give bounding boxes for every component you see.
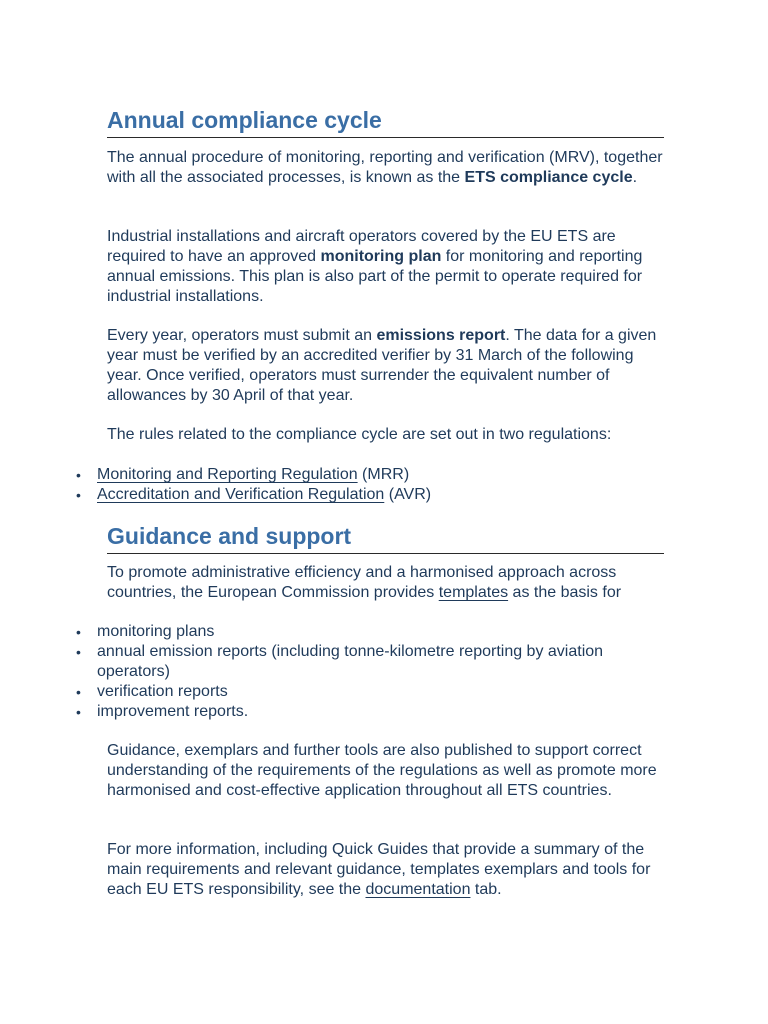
- mrr-link[interactable]: Monitoring and Reporting Regulation: [97, 466, 358, 483]
- paragraph-text: Every year, operators must submit an: [107, 327, 377, 344]
- list-item: • annual emission reports (including tonne-kilometre reporting by aviation operators): [97, 642, 667, 682]
- documentation-link[interactable]: documentation: [365, 881, 471, 898]
- paragraph-text: The annual procedure of monitoring, reporting and verification (MRV), together with all the associated processes, is known as the: [107, 149, 663, 186]
- list-item: • verification reports: [97, 682, 667, 702]
- paragraph-emissions-report: [107, 326, 667, 406]
- templates-link[interactable]: templates: [438, 584, 509, 601]
- paragraph-text: as the basis for: [508, 584, 622, 601]
- paragraph-monitoring-plan: [107, 227, 667, 307]
- list-item-suffix: (MRR): [357, 466, 410, 483]
- bold-term-ets-compliance-cycle: ETS compliance cycle: [464, 169, 633, 186]
- list-item: [97, 465, 667, 485]
- paragraph-mrv-intro: [107, 148, 667, 188]
- list-item: • monitoring plans: [97, 622, 667, 642]
- section-heading-annual-compliance-cycle: Annual compliance cycle: [107, 106, 664, 138]
- avr-link[interactable]: Accreditation and Verification Regulation: [97, 486, 385, 503]
- paragraph-text: for monitoring and reporting annual emissions. This plan is also part of the permit to operate required for industrial installations.: [107, 248, 643, 305]
- paragraph-more-information: [107, 840, 667, 900]
- paragraph-text: .: [632, 169, 638, 186]
- templates-list: [97, 622, 667, 722]
- regulations-list: [97, 465, 667, 505]
- bold-term-emissions-report: emissions report: [376, 327, 506, 344]
- paragraph-text: tab.: [470, 881, 502, 898]
- paragraph-regulations-intro: The rules related to the compliance cycle are set out in two regulations:: [107, 426, 612, 443]
- paragraph-text: . The data for a given year must be verified by an accredited verifier by 31 March of the following year. Once verified, operators must surrender the equivalent number of allowances by 30 April of that year.: [107, 327, 657, 404]
- bold-term-monitoring-plan: monitoring plan: [320, 248, 442, 265]
- paragraph-text: To promote administrative efficiency and a harmonised approach across countries, the European Commission provides: [107, 564, 617, 601]
- list-item: • improvement reports.: [97, 702, 667, 722]
- paragraph-templates-intro: [107, 563, 667, 603]
- list-item-suffix: (AVR): [384, 486, 432, 503]
- paragraph-text: For more information, including Quick Guides that provide a summary of the main requirements and relevant guidance, templates exemplars and tools for each EU ETS responsibility, see the: [107, 841, 651, 898]
- section-heading-guidance-and-support: Guidance and support: [107, 522, 664, 554]
- paragraph-guidance-tools: Guidance, exemplars and further tools are also published to support correct understanding of the requirements of the regulations as well as promote more harmonised and cost-effective application throughout all ETS countries.: [107, 742, 657, 799]
- paragraph-text: Industrial installations and aircraft operators covered by the EU ETS are required to have an approved: [107, 228, 616, 265]
- list-item: [97, 485, 667, 505]
